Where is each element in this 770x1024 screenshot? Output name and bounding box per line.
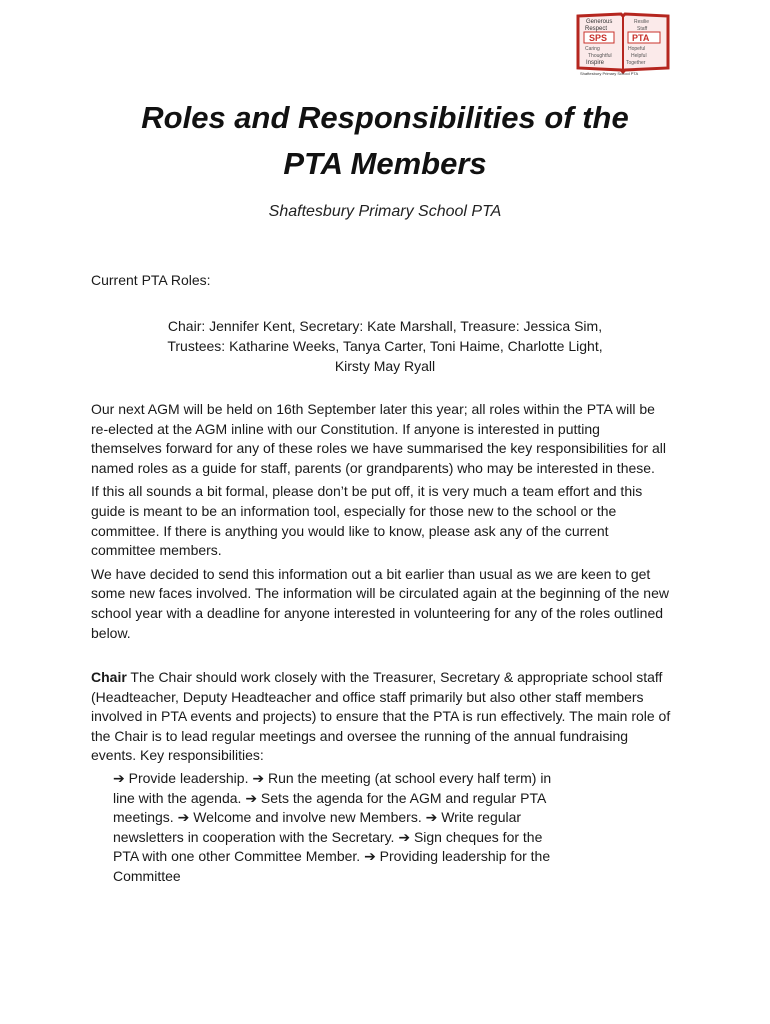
paragraph-agm: Our next AGM will be held on 16th September later this year; all roles within the PTA will be re-elected at the AGM inline with our Constitution. If anyone is interested in putting themselves forward for any of these roles we have summarised the key responsibilities for all named roles as a guide for staff, parents (or grandparents) who may be interested in these. [91, 401, 667, 476]
title-line-1: Roles and Responsibilities of the [141, 100, 629, 135]
paragraph-informal: If this all sounds a bit formal, please don’t be put off, it is very much a team effort and this guide is meant to be an information tool, especially for those new to the school or the committee. If there is anything you would like to know, please ask any of the current committee members. [91, 483, 643, 559]
intro-section [91, 400, 671, 647]
svg-text:Together: Together [626, 60, 646, 66]
chair-paragraph [91, 668, 671, 766]
roles-list [91, 316, 679, 376]
roles-line-1: Chair: Jennifer Kent, Secretary: Kate Marshall, Treasure: Jessica Sim, [167, 318, 603, 334]
svg-text:SPS: SPS [589, 33, 608, 43]
chair-section [91, 668, 671, 766]
chair-label: Chair [91, 669, 127, 685]
roles-line-3: Kirsty May Ryall [334, 358, 436, 374]
svg-text:Resilie: Resilie [634, 19, 650, 25]
svg-text:Thoughtful: Thoughtful [588, 53, 612, 59]
roles-line-2: Trustees: Katharine Weeks, Tanya Carter, Toni Haime, Charlotte Light, [167, 338, 603, 354]
svg-text:Respect: Respect [585, 26, 608, 32]
document-title [0, 95, 770, 187]
svg-text:Helpful: Helpful [631, 53, 647, 59]
svg-text:Shaftesbury Primary School PTA: Shaftesbury Primary School PTA [580, 71, 639, 76]
svg-text:Inspire: Inspire [586, 60, 605, 66]
chair-description: The Chair should work closely with the Treasurer, Secretary & appropriate school staff (Headteacher, Deputy Headteacher and office staff primarily but also other staff members involved in PTA events and projects) to ensure that the PTA is run effectively. The main role of the Chair is to lead regular meetings and oversee the running of the annual fundraising events. Key responsibilities: [91, 669, 671, 764]
svg-text:Hopeful: Hopeful [628, 46, 646, 52]
svg-text:PTA: PTA [632, 33, 650, 43]
roles-heading: Current PTA Roles: [91, 272, 211, 288]
svg-text:Caring: Caring [585, 46, 600, 52]
svg-text:Generous: Generous [586, 19, 613, 25]
svg-text:Staff: Staff [637, 26, 648, 32]
pta-logo [574, 10, 672, 76]
paragraph-new-faces: We have decided to send this information out a bit earlier than usual as we are keen to get some new faces involved. The information will be circulated again at the beginning of the new school year with a deadline for anyone interested in volunteering for any of the roles outlined below. [91, 565, 669, 641]
chair-responsibilities: ➔ Provide leadership. ➔ Run the meeting (at school every half term) in line with the agenda. ➔ Sets the agenda for the AGM and regular PTA meetings. ➔ Welcome and involve new Members. ➔ Write regular newsletters in cooperation with the Secretary. ➔ Sign cheques for the PTA with one other Committee Member. ➔ Providing leadership for the Committee [113, 770, 552, 884]
document-subtitle: Shaftesbury Primary School PTA [268, 203, 502, 220]
title-line-2: PTA Members [283, 146, 487, 181]
